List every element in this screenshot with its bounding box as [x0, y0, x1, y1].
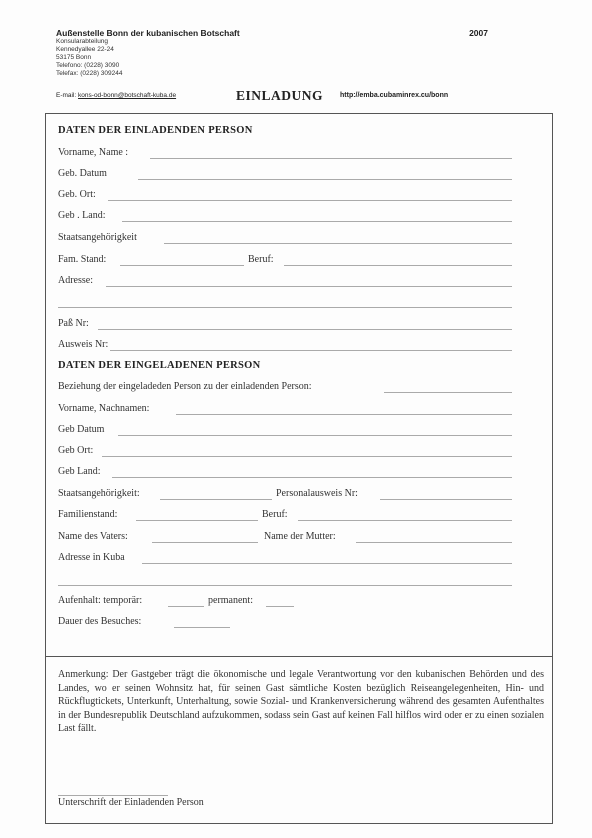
field-inviter-address-2[interactable] [58, 296, 518, 310]
field-invitee-address-cuba-2[interactable] [58, 574, 518, 588]
field-invitee-stay[interactable] [58, 595, 518, 609]
fill-line[interactable] [384, 392, 512, 393]
field-label: Familienstand: [58, 509, 118, 520]
form-separator [45, 656, 553, 657]
fill-line[interactable] [298, 520, 512, 521]
field-label: Fam. Stand: [58, 254, 107, 265]
signature-label: Unterschrift der Einladenden Person [58, 797, 204, 808]
field-label: Adresse: [58, 275, 93, 286]
document-title: EINLADUNG [236, 88, 324, 103]
letterhead [56, 28, 546, 78]
signature-line[interactable] [58, 795, 168, 796]
fill-line[interactable] [168, 606, 204, 607]
field-invitee-duration[interactable] [58, 616, 518, 630]
phone: Telefono: (0228) 3090 [56, 62, 120, 69]
field-inviter-idcard[interactable] [58, 339, 518, 353]
website-link[interactable]: http://emba.cubaminrex.cu/bonn [340, 92, 449, 99]
field-inviter-birthcountry[interactable] [58, 210, 518, 224]
fax: Telefax: (0228) 309244 [56, 70, 123, 77]
fill-line[interactable] [380, 499, 512, 500]
email-link[interactable]: kons-od-bonn@botschaft-kuba.de [78, 92, 177, 99]
legal-note: Anmerkung: Der Gastgeber trägt die ökonomische und legale Verantwortung vor den kubanischen Behörden und des Landes, wo er seinen Wohnsitz hat, für seinen Gast sämtliche Kosten bezüglich Reiseangelegenheiten, Hin- und Rückflugtickets, Unterkunft, Unterhaltung, sowie Sozial- und Krankenversicherung während des gesamten Aufenthaltes in der Bundesrepublik Deutschland aufzukommen, sodass sein Gast auf keinen Fall hilflos wird oder er zu einen sozialen Last fällt. [58, 669, 544, 735]
fill-line[interactable] [284, 265, 512, 266]
year: 2007 [469, 28, 488, 38]
field-invitee-birthplace[interactable] [58, 445, 518, 459]
field-label: Geb Ort: [58, 445, 94, 456]
fill-line[interactable] [122, 221, 512, 222]
fill-line[interactable] [58, 585, 512, 586]
field-invitee-marital-profession[interactable] [58, 509, 518, 523]
fill-line[interactable] [160, 499, 272, 500]
field-label: Adresse in Kuba [58, 552, 125, 563]
section-heading-invitee: DATEN DER EINGELADENEN PERSON [58, 360, 261, 371]
fill-line[interactable] [112, 477, 512, 478]
field-inviter-birthdate[interactable] [58, 168, 518, 182]
field-inviter-birthplace[interactable] [58, 189, 518, 203]
field-label: Dauer des Besuches: [58, 616, 142, 627]
field-label: Geb. Ort: [58, 189, 96, 200]
department: Konsularabteilung [56, 38, 109, 45]
field-invitee-birthcountry[interactable] [58, 466, 518, 480]
field-label: Staatsangehörigkeit: [58, 488, 140, 499]
field-label: Beziehung der eingeladeden Person zu der einladenden Person: [58, 381, 312, 392]
fill-line[interactable] [98, 329, 512, 330]
fill-line[interactable] [102, 456, 512, 457]
fill-line[interactable] [356, 542, 512, 543]
field-label: Beruf: [248, 254, 274, 265]
field-label: Personalausweis Nr: [276, 488, 358, 499]
field-label: Staatsangehörigkeit [58, 232, 137, 243]
field-label: Geb Datum [58, 424, 105, 435]
field-invitee-nationality-id[interactable] [58, 488, 518, 502]
email-line [56, 92, 176, 99]
fill-line[interactable] [142, 563, 512, 564]
field-invitee-parents[interactable] [58, 531, 518, 545]
field-label: Name der Mutter: [264, 531, 336, 542]
field-label: Vorname, Name : [58, 147, 129, 158]
field-inviter-marital-profession[interactable] [58, 254, 518, 268]
section-heading-inviter: DATEN DER EINLADENDEN PERSON [58, 125, 253, 136]
field-invitee-name[interactable] [58, 403, 518, 417]
field-relation[interactable] [58, 381, 518, 395]
fill-line[interactable] [150, 158, 512, 159]
city: 53175 Bonn [56, 54, 92, 61]
fill-line[interactable] [266, 606, 294, 607]
field-inviter-name[interactable] [58, 147, 518, 161]
fill-line[interactable] [118, 435, 512, 436]
fill-line[interactable] [164, 243, 512, 244]
field-label: Paß Nr: [58, 318, 89, 329]
street: Kennedyallee 22-24 [56, 46, 114, 53]
field-label: Geb. Datum [58, 168, 107, 179]
field-invitee-address-cuba[interactable] [58, 552, 518, 566]
fill-line[interactable] [152, 542, 258, 543]
fill-line[interactable] [176, 414, 512, 415]
field-label: Beruf: [262, 509, 288, 520]
fill-line[interactable] [108, 200, 512, 201]
fill-line[interactable] [58, 307, 512, 308]
field-label: Vorname, Nachnamen: [58, 403, 150, 414]
organization-name: Außenstelle Bonn der kubanischen Botschaft [56, 28, 240, 38]
fill-line[interactable] [174, 627, 230, 628]
field-label: permanent: [208, 595, 253, 606]
field-label: Name des Vaters: [58, 531, 128, 542]
field-inviter-nationality[interactable] [58, 232, 518, 246]
email-label: E-mail: [56, 92, 77, 99]
fill-line[interactable] [138, 179, 512, 180]
field-label: Geb . Land: [58, 210, 106, 221]
field-invitee-birthdate[interactable] [58, 424, 518, 438]
fill-line[interactable] [106, 286, 512, 287]
field-inviter-passport[interactable] [58, 318, 518, 332]
field-label: Ausweis Nr: [58, 339, 109, 350]
fill-line[interactable] [120, 265, 244, 266]
field-inviter-address[interactable] [58, 275, 518, 289]
field-label: Aufenhalt: temporär: [58, 595, 143, 606]
field-label: Geb Land: [58, 466, 101, 477]
fill-line[interactable] [110, 350, 512, 351]
fill-line[interactable] [136, 520, 258, 521]
